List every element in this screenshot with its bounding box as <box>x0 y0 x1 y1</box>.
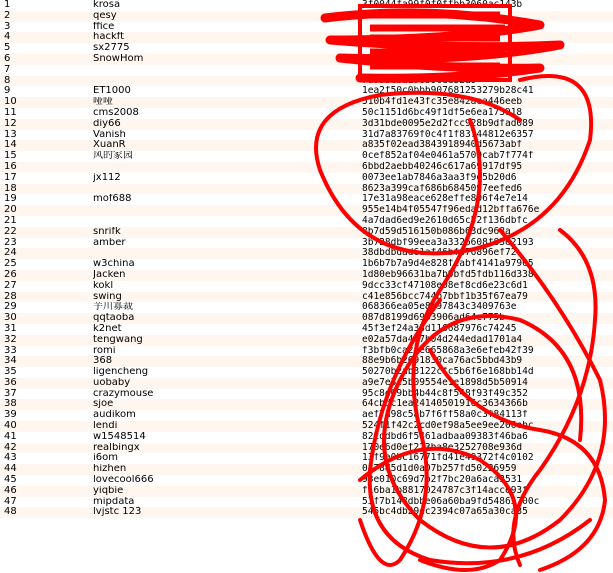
username-cell: yiqbie <box>93 485 124 496</box>
row-number: 8 <box>4 74 11 86</box>
hash-cell: a835f02ead3843918940d5673abf <box>362 140 523 151</box>
row-number: 4 <box>4 31 11 43</box>
username-cell: qesy <box>93 10 117 21</box>
hash-cell: 3f0044fa99f0f0ffbb3060ac143b <box>362 0 523 10</box>
username-cell: krosa <box>93 0 121 10</box>
username-cell: jx112 <box>93 172 121 183</box>
table-row <box>0 507 613 518</box>
table-row <box>0 216 613 227</box>
hash-cell: 45f3ef24a33d116687976c74245 <box>362 323 517 334</box>
username-cell: snrifk <box>93 226 121 237</box>
row-number: 26 <box>4 268 17 280</box>
row-number: 16 <box>4 160 17 172</box>
username-cell: 哑哑 <box>93 97 113 108</box>
hash-cell: 1ea2f50c0bbb907681253279b28c41 <box>362 86 534 97</box>
row-number: 41 <box>4 430 17 442</box>
username-cell: realbingx <box>93 442 140 453</box>
hash-cell: 955e14b4f05547f96edad12bffa676e <box>362 205 540 216</box>
hash-cell: 510b4fd1e43fc35e842aea446eeb <box>362 97 523 108</box>
hash-cell: c41e856bcc744b7bbf1b35f67ea79 <box>362 291 528 302</box>
row-number: 13 <box>4 128 17 140</box>
username-cell: ffice <box>93 21 115 32</box>
table-row <box>0 22 613 33</box>
row-number: 23 <box>4 236 17 248</box>
row-number: 7 <box>4 63 11 75</box>
username-cell: uobaby <box>93 377 131 388</box>
hash-cell: aef7a98c5ab7f6ff58a0c3f84113f <box>362 410 528 421</box>
username-cell: mipdata <box>93 496 135 507</box>
table-row <box>0 497 613 508</box>
table-row <box>0 346 613 357</box>
table-row <box>0 238 613 249</box>
row-number: 47 <box>4 495 17 507</box>
hash-cell: 068366ea05e8197843c3409763e <box>362 302 517 313</box>
username-cell: lendi <box>93 421 118 432</box>
table-row <box>0 324 613 335</box>
row-number: 20 <box>4 204 17 216</box>
table-row <box>0 76 613 87</box>
username-cell: 风的家园 <box>93 151 133 162</box>
hash-cell: 13f9a0bc16771fd41e49372f4c0102 <box>362 453 534 464</box>
username-cell: swing <box>93 291 122 302</box>
row-number: 5 <box>4 42 11 54</box>
table-row <box>0 43 613 54</box>
row-number: 24 <box>4 247 17 259</box>
username-cell: ET1000 <box>93 86 131 97</box>
hash-cell: 8b7d59d516150b086b63dc968a <box>362 226 511 237</box>
table-row <box>0 313 613 324</box>
username-cell: crazymouse <box>93 388 154 399</box>
row-number: 6 <box>4 52 11 64</box>
hash-cell: f16ba1b8817024787c3f14acce93f <box>362 485 528 496</box>
row-number: 28 <box>4 290 17 302</box>
username-cell: 芋川寡裁 <box>93 302 133 313</box>
username-cell: ligencheng <box>93 367 149 378</box>
table-row <box>0 227 613 238</box>
table-row <box>0 281 613 292</box>
username-cell: cms2008 <box>93 107 139 118</box>
username-cell: w1548514 <box>93 431 146 442</box>
table-row <box>0 443 613 454</box>
row-number: 22 <box>4 225 17 237</box>
row-number: 48 <box>4 506 17 518</box>
row-number: 14 <box>4 139 17 151</box>
table-row <box>0 32 613 43</box>
table-row <box>0 86 613 97</box>
table-row <box>0 356 613 367</box>
table-row <box>0 270 613 281</box>
row-number: 3 <box>4 20 11 32</box>
username-cell: mof688 <box>93 194 132 205</box>
row-number: 46 <box>4 484 17 496</box>
username-cell: kokl <box>93 280 114 291</box>
table-row <box>0 119 613 130</box>
hash-cell: 6bbd2aebb40246c617a69917df95 <box>362 161 523 172</box>
row-number: 36 <box>4 376 17 388</box>
table-row <box>0 432 613 443</box>
row-number: 12 <box>4 117 17 129</box>
username-cell: SnowHom <box>93 53 144 64</box>
table-row <box>0 184 613 195</box>
hash-cell: 64cbdc1ea24140501916c3634366b <box>362 399 528 410</box>
hash-cell: 545bc4db29ec2394c07a65a30ca35 <box>362 507 528 518</box>
row-number: 10 <box>4 96 17 108</box>
row-number: 45 <box>4 474 17 486</box>
row-number: 38 <box>4 398 17 410</box>
row-number: 19 <box>4 193 17 205</box>
table-row <box>0 151 613 162</box>
username-cell: Jacken <box>93 269 126 280</box>
hash-cell: 0878d5d1d0a07b257fd50226959 <box>362 464 517 475</box>
row-number: 42 <box>4 441 17 453</box>
hash-cell: 0cef852af04e0461a5700cab7f774f <box>362 151 534 162</box>
username-cell: audikom <box>93 410 136 421</box>
hash-cell: 822ddbd6f5461adbaa09383f46ba6 <box>362 431 528 442</box>
row-number: 1 <box>4 0 11 10</box>
username-cell: hackft <box>93 32 125 43</box>
row-number: 40 <box>4 420 17 432</box>
hash-cell: 38dbdbdad61af46bf676896ef72 <box>362 248 517 259</box>
table-row <box>0 302 613 313</box>
table-row <box>0 130 613 141</box>
row-number: 37 <box>4 387 17 399</box>
hash-cell: 524f1f42c2cd0ef98a5ee9ee206ebc <box>362 421 534 432</box>
table-row <box>0 464 613 475</box>
hash-cell: 3d31bde0095e2d2fcc928b9dfad089 <box>362 118 534 129</box>
row-number: 31 <box>4 322 17 334</box>
username-cell: tengwang <box>93 334 143 345</box>
table-row <box>0 378 613 389</box>
table-row <box>0 162 613 173</box>
username-cell: diy66 <box>93 118 121 129</box>
table-row <box>0 335 613 346</box>
table-row <box>0 108 613 119</box>
table-row <box>0 140 613 151</box>
username-cell: romi <box>93 345 116 356</box>
hash-cell: 88e9b6b2691830ca76ac5bbd43b9 <box>362 356 523 367</box>
table-row <box>0 205 613 216</box>
hash-cell: 93e010c69d7b2f7bc20a6aca3531 <box>362 475 523 486</box>
hash-cell: 1d80eb96631ba7b9bfd5fdb116d338 <box>362 269 534 280</box>
username-cell: 368 <box>93 356 113 367</box>
username-cell: amber <box>93 237 126 248</box>
table-row <box>0 65 613 76</box>
hash-cell: 50270b2ab3122cfc5b6f6e168bb14d <box>362 367 534 378</box>
username-cell: sx2775 <box>93 43 130 54</box>
username-cell: hizhen <box>93 464 127 475</box>
username-cell: lvjstc 123 <box>93 507 142 518</box>
table-row <box>0 194 613 205</box>
row-number: 30 <box>4 312 17 324</box>
username-cell: lovecool666 <box>93 475 154 486</box>
row-number: 27 <box>4 279 17 291</box>
row-number: 35 <box>4 366 17 378</box>
hash-cell: 31d7a83769f0c4f1f83744812e6357 <box>362 129 534 140</box>
username-cell: sjoe <box>93 399 114 410</box>
table-row <box>0 259 613 270</box>
table-row <box>0 486 613 497</box>
row-number: 33 <box>4 344 17 356</box>
row-number: 32 <box>4 333 17 345</box>
row-number: 29 <box>4 301 17 313</box>
row-number: 25 <box>4 258 17 270</box>
username-cell: Vanish <box>93 129 126 140</box>
table-row <box>0 248 613 259</box>
hash-cell: 7a99beba198b96dd32a9 <box>362 75 477 86</box>
table-row <box>0 389 613 400</box>
table-row <box>0 475 613 486</box>
table-row <box>0 0 613 11</box>
row-number: 44 <box>4 463 17 475</box>
row-number: 18 <box>4 182 17 194</box>
row-number: 43 <box>4 452 17 464</box>
row-number: 34 <box>4 355 17 367</box>
hash-cell: e02a57da407b04d244edad1701a4 <box>362 334 523 345</box>
hash-cell: 95c8e69bb4b44c8f548f93f49c352 <box>362 388 528 399</box>
hash-cell: 53f7b148dbbe06a60ba9fd54865700c <box>362 496 540 507</box>
table-row <box>0 173 613 184</box>
username-cell: XuanR <box>93 140 126 151</box>
table-row <box>0 410 613 421</box>
hash-cell: 170e6d0ef223ba8e3252708e936d <box>362 442 523 453</box>
row-number: 2 <box>4 9 11 21</box>
table-row <box>0 421 613 432</box>
row-number: 9 <box>4 85 11 97</box>
row-number: 11 <box>4 106 17 118</box>
row-number: 15 <box>4 150 17 162</box>
username-cell: w3china <box>93 259 135 270</box>
table-row <box>0 399 613 410</box>
table-row <box>0 11 613 22</box>
table-row <box>0 292 613 303</box>
hash-cell: a9e7e3c5b09554e1e1898d5b50914 <box>362 377 528 388</box>
hash-cell: 17e31a98eace628effe806f4e7e14 <box>362 194 528 205</box>
row-number: 17 <box>4 171 17 183</box>
hash-cell: 1b6b7b7a9d4e828feabf4141a97965 <box>362 259 534 270</box>
username-cell: i6om <box>93 453 118 464</box>
row-number: 39 <box>4 409 17 421</box>
table-row <box>0 453 613 464</box>
table-row <box>0 97 613 108</box>
table-row <box>0 54 613 65</box>
row-number: 21 <box>4 214 17 226</box>
username-cell: k2net <box>93 323 122 334</box>
hash-cell: 8623a399caf686b6845097eefed6 <box>362 183 523 194</box>
hash-cell: 3b728dbf99eea3a3326608f83e2193 <box>362 237 534 248</box>
username-cell: qqtaoba <box>93 313 135 324</box>
hash-cell: 087d8199d6933906ad64e775b <box>362 313 505 324</box>
hash-cell: f3bfb0ca2ae665868a3e6efeb42f39 <box>362 345 534 356</box>
hash-cell: 9dcc33cf47108e08ef8cd6e23c6d1 <box>362 280 528 291</box>
hash-cell: 0073ee1ab7846a3aa3f9e5b20d6 <box>362 172 517 183</box>
hash-cell: 50c1151d6bc49f1df5e6ea173918 <box>362 107 523 118</box>
table-row <box>0 367 613 378</box>
hash-cell: 4a7dad6ed9e2610d65c52f136dbfc <box>362 215 528 226</box>
